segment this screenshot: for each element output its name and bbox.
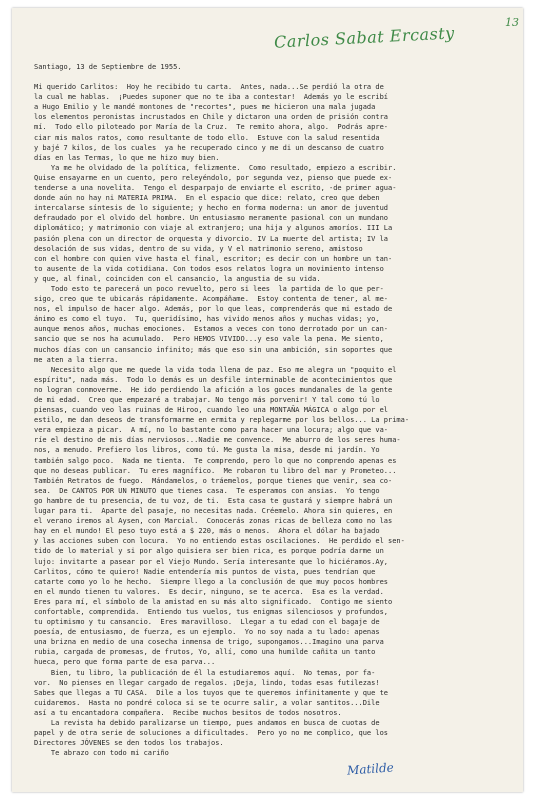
body-line: confortable, comprendida. Entiendo tus vuelos, tus enigmas silenciosos y profundos,	[34, 607, 389, 616]
body-line: muchos días con un cansancio infinito; más que eso sin una ambición, sin soportes que	[34, 345, 393, 354]
body-line: también salgo poco. Nada me tienta. Te comprendo, pero lo que no comprendo apenas es	[34, 456, 397, 465]
body-line: y que, al final, coinciden con el cansancio, la angustia de su vida.	[34, 274, 321, 283]
body-line: en el mundo tienen tu valores. Es decir, ninguno, se te acerca. Esa es la verdad.	[34, 587, 384, 596]
signature: Matilde	[346, 760, 395, 778]
body-line: que no deseas publicar. Tu eres magnífico. Me robaron tu libro del mar y Prometeo...	[34, 466, 397, 475]
body-line: to ausente de la vida cotidiana. Con todos esos relatos logra un movimiento intenso	[34, 264, 384, 273]
body-line: con el hombre con quien vive hasta el final, escritor; es decir con un hombre un tan-	[34, 254, 393, 263]
body-line: intercalarse síntesis de lo siguiente; y hecho en forma moderna: un amor de juventud	[34, 204, 389, 213]
body-line: nos, a menudo. Prefiero los libros, como tú. Me gusta la misa, desde mi jardín. Yo	[34, 446, 380, 455]
body-line: aunque menos años, muchas emociones. Estamos a veces con tono derrotado por un can-	[34, 325, 389, 334]
body-line: lugar para ti. Aparte del pasaje, no necesitas nada. Créemelo. Ahora sin quieres, en	[34, 507, 393, 516]
body-line: go hambre de tu presencia, de tu voz, de ti. Esta casa te gustará y siempre habrá un	[34, 496, 393, 505]
body-line: Carlitos, cómo te quiero! Nadie entendería mis puntos de vista, pues tendrían que	[34, 567, 376, 576]
body-line: Quise ensayarme en un cuento, pero releyéndolo, por segunda vez, pienso que puede ex-	[34, 173, 393, 182]
body-line: espíritu", nada más. Todo lo demás es un desfile interminable de acontecimientos que	[34, 375, 393, 384]
body-line: Sabes que llegas a TU CASA. Dile a los tuyos que te queremos infinitamente y que te	[34, 688, 389, 697]
body-line: La revista ha debido paralizarse un tiempo, pues andamos en busca de cuotas de	[34, 719, 380, 727]
body-line: lujo: invitarte a pasear por el Viejo Mundo. Sería interesante que lo hiciéramos.Ay,	[34, 557, 389, 566]
body-lines	[34, 82, 514, 758]
body-line: cuidaremos. Hasta no pondré coloca si se te ocurre salir, a volar santitos...Dile	[34, 698, 380, 707]
body-line: tenderse a una novelita. Tengo el desparpajo de enviarte el escrito, -de primer agua-	[34, 184, 397, 193]
letter-body	[34, 62, 514, 758]
body-line: desolación de sus vidas, dentro de su vida, y V el matrimonio sereno, amistoso	[34, 244, 363, 253]
body-line: días en las Termas, lo que me hizo muy bien.	[34, 153, 220, 162]
body-line: sancio que se nos ha acumulado. Pero HEMOS VIVIDO...y eso vale la pena. Me siento,	[34, 335, 384, 344]
body-line: Necesito algo que me quede la vida toda llena de paz. Eso me alegra un "poquito el	[34, 365, 397, 374]
body-line: así a tu encantadora compañera. Recibe muchos besitos de todos nosotros.	[34, 708, 342, 717]
body-line: y las acciones suben con locura. Yo no entiendo estas oscilaciones. He perdido el sen-	[34, 537, 405, 546]
body-line: a Hugo Emilio y le mandé montones de "recortes", pues me hicieron una mala jugada	[34, 103, 376, 112]
body-line: donde aún no hay ni MATERIA PRIMA. En el espacio que dice: relato, creo que deben	[34, 194, 380, 203]
body-line: papel y de otra serie de soluciones a dificultades. Pero yo no me complico, que los	[34, 729, 389, 738]
body-line: y bajé 7 kilos, de los cuales ya he recuperado cinco y me di un descanso de cuatro	[34, 143, 384, 152]
body-line: nos, el impulso de hacer algo. Además, por lo que leas, comprenderás que mi estado de	[34, 305, 393, 314]
body-line: los elementos peronistas incrustados en Chile y dictaron una orden de prisión contra	[34, 113, 389, 122]
body-line: tu optimismo y tu cansancio. Eres maravilloso. Llegar a tu edad con el bagaje de	[34, 618, 380, 627]
body-line: vera empieza a picar. A mí, no lo bastante como para hacer una locura; algo que va-	[34, 426, 389, 435]
body-line: ánimo es como el tuyo. Tu, queridísimo, has vivido menos años y muchas vidas; yo,	[34, 315, 380, 324]
body-line: vor. No pienses en llegar cargado de regalos. ¡Deja, lindo, todas esas futilezas!	[34, 678, 380, 687]
page-number: 13	[505, 16, 519, 29]
body-line: piensas, cuando veo las ruinas de Hiroo, cuando leo una MONTAÑA MÁGICA o algo por el	[34, 406, 389, 415]
body-line: Bien, tu libro, la publicación de él la estudiaremos aquí. No temas, por fa-	[34, 668, 376, 677]
handwritten-annotation: Carlos Sabat Ercasty	[273, 23, 456, 52]
letter-sheet	[12, 8, 523, 792]
body-line: sea. De CANTOS POR UN MINUTO que tienes casa. Te esperamos con ansias. Yo tengo	[34, 486, 380, 495]
body-line: tido de lo material y si por algo quisiera ser bien rica, es porque podría darme un	[34, 547, 384, 556]
body-line: mí. Todo ello piloteado por María de la Cruz. Te remito ahora, algo. Podrás apre-	[34, 123, 389, 132]
body-line: me aten a la tierra.	[34, 355, 119, 364]
body-line: diplomático; y matrimonio con viaje al extranjero; una hija y algunos amoríos. III La	[34, 224, 393, 233]
body-line: Todo esto te parecerá un poco revuelto, pero si lees la partida de lo que per-	[34, 284, 384, 293]
body-line: ciar mis malos ratos, como resultante de todo ello. Estuve con la salud resentida	[34, 133, 380, 142]
body-line: Te abrazo con todo mi cariño	[34, 749, 169, 758]
body-line: rubia, cargada de promesas, de frutos, Yo, allí, como una humilde cañita un tanto	[34, 648, 376, 657]
body-line: sigo, creo que te ubicarás rápidamente. Acompáñame. Estoy contenta de tener, al me-	[34, 295, 389, 304]
body-line: poesía, de entusiasmo, de fuerza, es un ejemplo. Yo no soy nada a tu lado: apenas	[34, 628, 380, 637]
body-line: Ya me he olvidado de la política, felizmente. Como resultado, empiezo a escribir.	[34, 163, 397, 172]
body-line: También Retratos de fuego. Mándamelos, o tráemelos, porque tienes que venir, sea co-	[34, 476, 393, 485]
body-line: Eres para mí, el símbolo de la amistad en su más alto significado. Contigo me siento	[34, 597, 393, 606]
body-line: defraudado por el olvido del hombre. Un entusiasmo meramente pasional con un mundano	[34, 214, 389, 223]
body-line: ríe el destino de mis días nerviosos...Nadie me convence. Me aburro de los seres huma-	[34, 436, 401, 445]
body-line: catarte como yo lo he hecho. Siempre llego a la conclusión de que muy pocos hombres	[34, 577, 389, 586]
body-line: hay en el mundo! El peso tuyo está a $ 220, más o menos. Ahora el dólar ha bajado	[34, 527, 380, 536]
date-line: Santiago, 13 de Septiembre de 1955.	[34, 63, 182, 71]
body-line: Mi querido Carlitos: Hoy he recibido tu carta. Antes, nada...Se perdió la otra de	[34, 83, 384, 92]
body-line: una brizna en medio de una cosecha inmensa de trigo, supongamos...Imagino una parva	[34, 638, 384, 647]
body-line: Directores JÓVENES se den todos los trabajos.	[34, 739, 224, 748]
body-line: estilo, me dan deseos de transformarme en ermita y replegarme por los bellos... La prima-	[34, 416, 410, 425]
body-line: de mi edad. Creo que empezaré a trabajar. No tengo más porvenir! Y tal como tú lo	[34, 396, 380, 404]
body-line: pasión plena con un director de orquesta y divorcio. IV La muerte del artista; IV la	[34, 234, 389, 243]
body-line: la cual me hablas. ¡Puedes suponer que no te iba a contestar! Además yo le escribí	[34, 93, 389, 102]
body-line: hueca, pero que forma parte de esa parva...	[34, 658, 216, 667]
body-line: el verano iremos al Aysen, con Marcial. Conocerás zonas ricas de belleza como no las	[34, 517, 393, 526]
body-line: no logran conmoverme. He ido perdiendo la afición a los goces mundanales de la gente	[34, 385, 393, 394]
